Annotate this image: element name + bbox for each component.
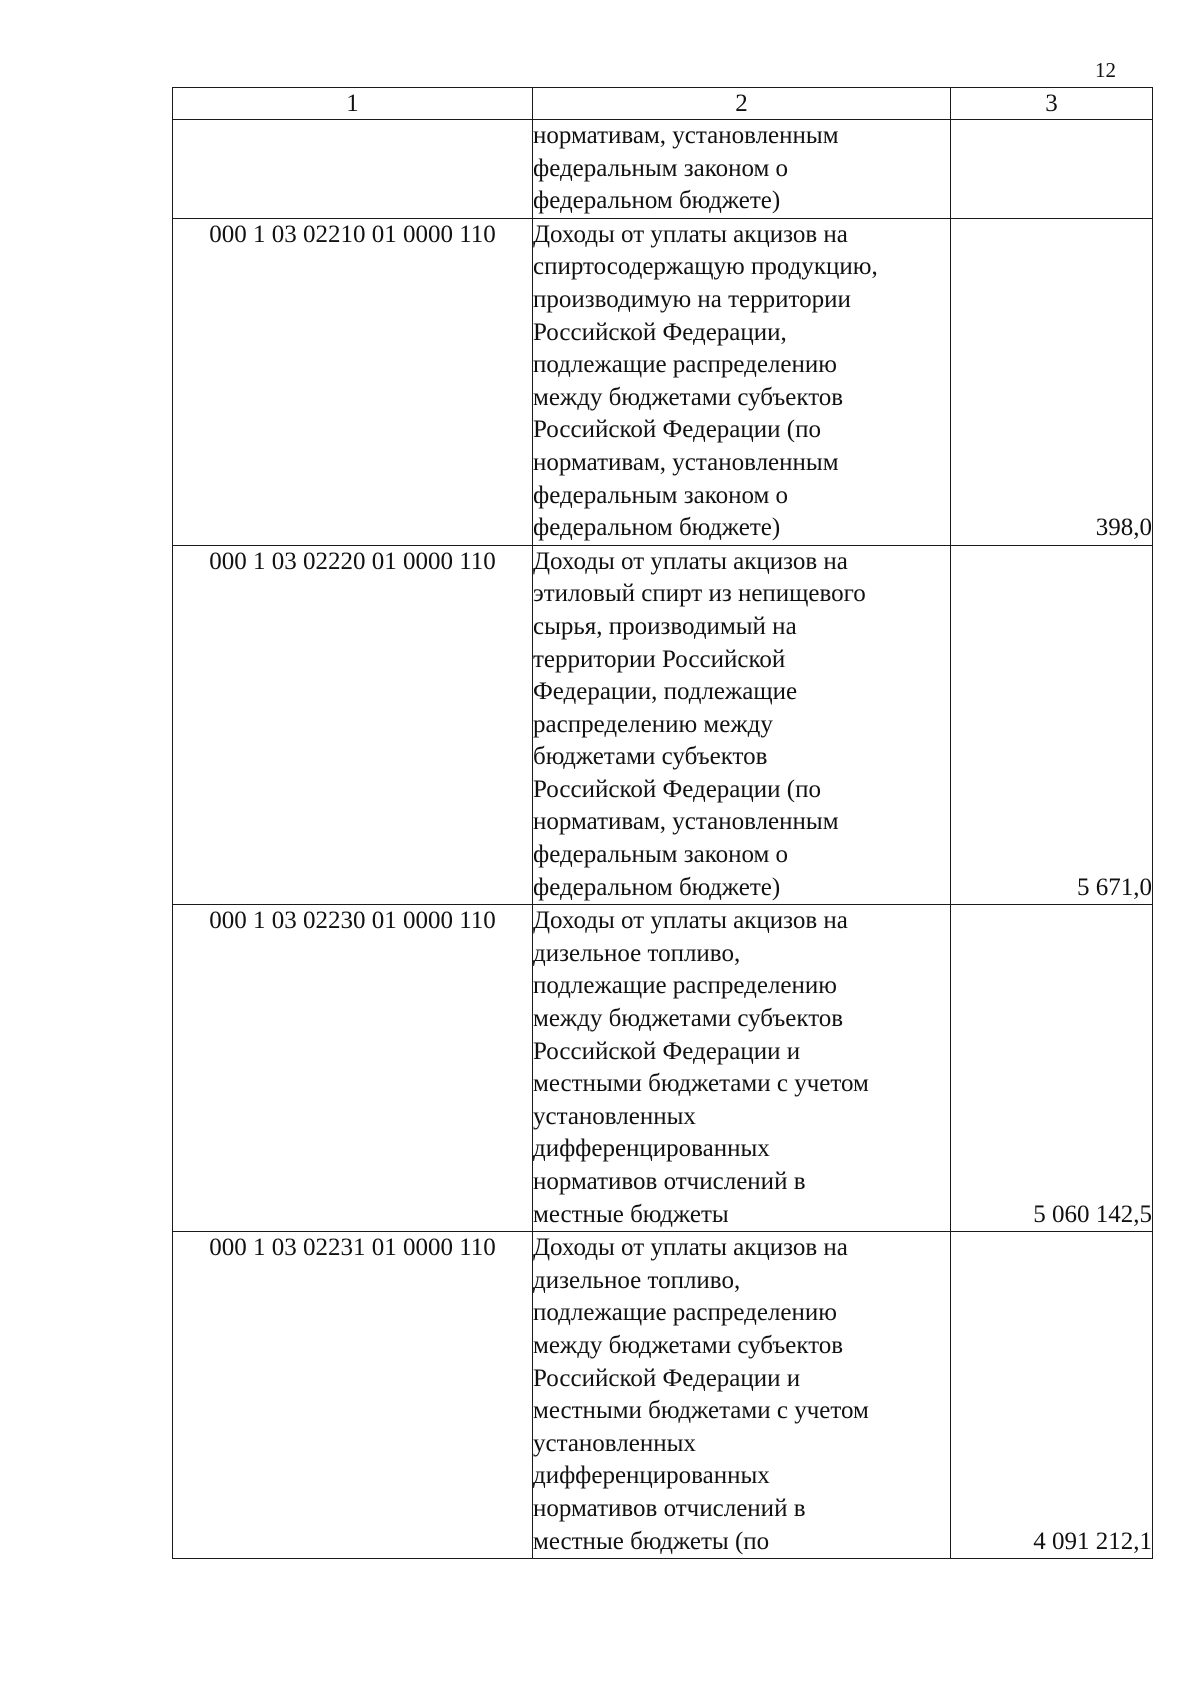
description-line: местные бюджеты [533,1200,729,1228]
description-line: спиртосодержащую продукцию, [533,253,878,281]
amount-cell: 5 060 142,5 [951,905,1153,1232]
description-line: местными бюджетами с учетом [533,1070,869,1098]
description-line: Федерации, подлежащие [533,678,798,706]
description-cell [533,905,951,1232]
table-row [173,120,1153,219]
budget-code-cell: 000 1 03 02231 01 0000 110 [173,1232,533,1559]
description-line: этиловый спирт из непищевого [533,580,866,608]
description-line: Доходы от уплаты акцизов на [533,1234,848,1262]
description-line: нормативам, установленным [533,448,839,476]
description-line: Доходы от уплаты акцизов на [533,547,848,575]
description-cell [533,120,951,219]
description-line: нормативам, установленным [533,808,839,836]
amount-cell: 398,0 [951,218,1153,545]
description-line: федеральном бюджете) [533,187,781,215]
description-line: нормативов отчислений в [533,1168,806,1195]
table-header-row [173,88,1153,120]
table-body [173,120,1153,1559]
table-row [173,1232,1153,1559]
description-line: Российской Федерации и [533,1037,801,1065]
description-line: между бюджетами субъектов [533,383,844,411]
budget-code-cell: 000 1 03 02210 01 0000 110 [173,218,533,545]
description-line: федеральным законом о [533,481,789,509]
table-row [173,545,1153,905]
description-line: Доходы от уплаты акцизов на [533,907,848,935]
column-header-2: 2 [533,88,951,120]
budget-code-cell: 000 1 03 02230 01 0000 110 [173,905,533,1232]
description-line: федеральном бюджете) [533,514,781,542]
description-line: Российской Федерации и [533,1364,801,1392]
column-header-1: 1 [173,88,533,120]
description-line: дифференцированных [533,1462,770,1490]
revenue-table [172,87,1153,1559]
amount-cell: 5 671,0 [951,545,1153,905]
description-cell [533,1232,951,1559]
description-line: подлежащие распределению [533,1299,837,1327]
description-line: дизельное топливо, [533,939,741,967]
description-line: подлежащие распределению [533,972,837,1000]
description-line: установленных [533,1102,696,1130]
description-line: Доходы от уплаты акцизов на [533,220,848,248]
description-line: нормативов отчислений в [533,1494,806,1522]
description-line: местные бюджеты (по [533,1527,770,1555]
description-line: производимую на территории [533,285,851,313]
description-line: сырья, производимый на [533,612,797,640]
description-line: федеральным законом о [533,154,789,182]
description-line: территории Российской [533,645,786,673]
description-line: бюджетами субъектов [533,743,768,771]
budget-code-cell [173,120,533,219]
table-row [173,218,1153,545]
column-header-3: 3 [951,88,1153,120]
description-line: Российской Федерации (по [533,775,821,803]
description-line: дизельное топливо, [533,1266,741,1294]
description-cell [533,545,951,905]
description-line: дифференцированных [533,1135,770,1163]
description-line: распределению между [533,710,773,738]
description-line: установленных [533,1429,696,1457]
description-line: федеральном бюджете) [533,873,781,901]
description-line: подлежащие распределению [533,351,837,379]
description-line: Российской Федерации, [533,318,787,346]
description-line: между бюджетами субъектов [533,1005,844,1033]
description-cell [533,218,951,545]
table-row [173,905,1153,1232]
page-number: 12 [1095,58,1116,82]
description-line: между бюджетами субъектов [533,1331,844,1359]
description-line: нормативам, установленным [533,122,839,149]
budget-code-cell: 000 1 03 02220 01 0000 110 [173,545,533,905]
description-line: местными бюджетами с учетом [533,1397,869,1425]
amount-cell [951,120,1153,219]
description-line: федеральным законом о [533,841,789,869]
description-line: Российской Федерации (по [533,416,821,444]
amount-cell: 4 091 212,1 [951,1232,1153,1559]
